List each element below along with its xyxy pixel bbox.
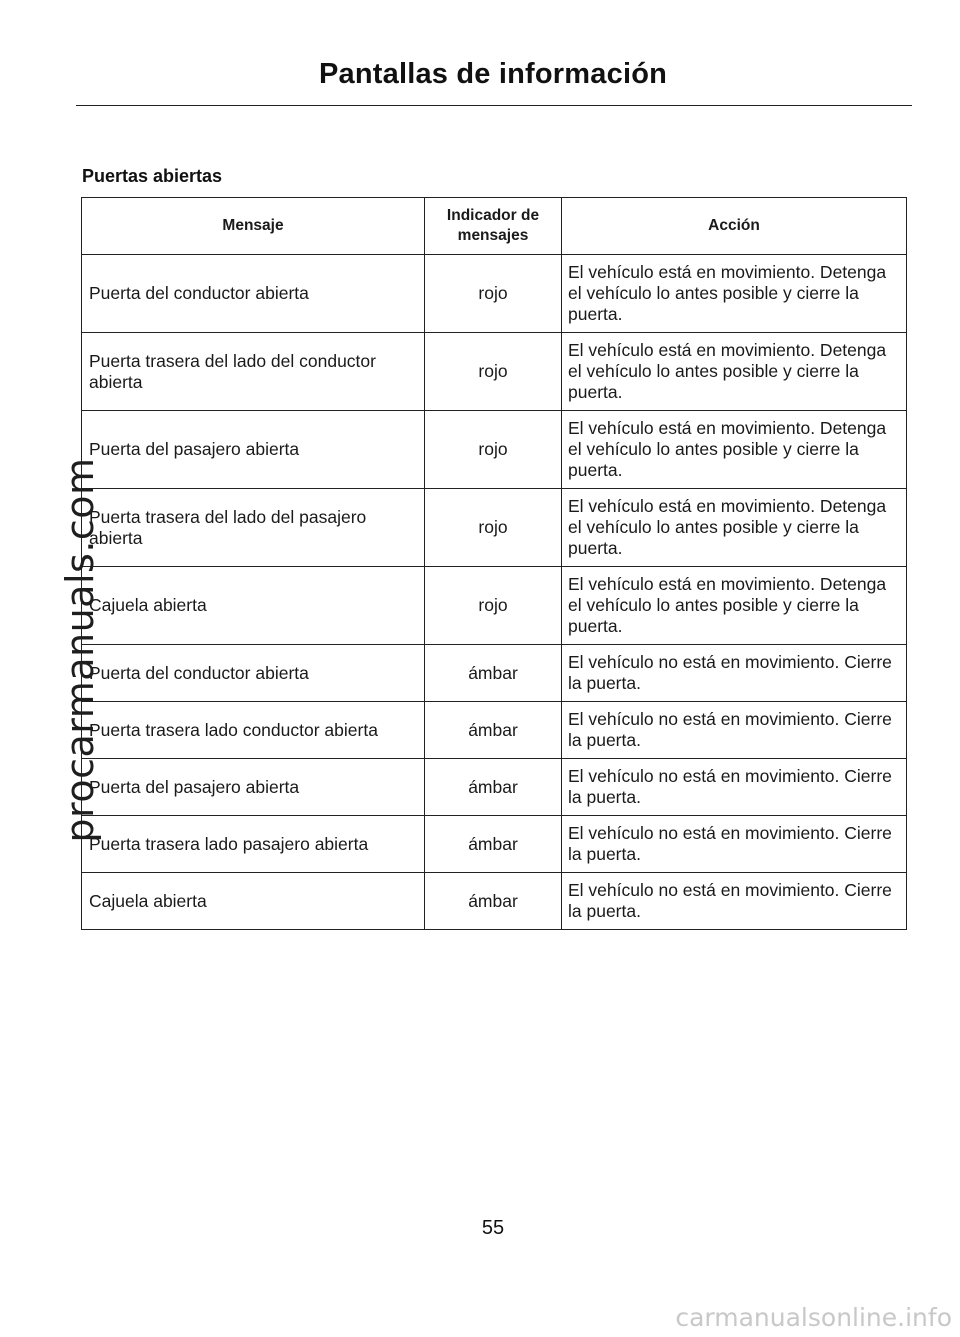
action-cell: El vehículo está en movimiento. Detenga el vehículo lo antes posible y cierre la puerta. (562, 411, 907, 489)
action-cell: El vehículo no está en movimiento. Cierre la puerta. (562, 702, 907, 759)
table-row (82, 702, 907, 759)
indicator-cell: ámbar (425, 702, 562, 759)
table-row (82, 645, 907, 702)
table-row (82, 759, 907, 816)
door-messages-table (81, 197, 907, 930)
table-row (82, 489, 907, 567)
action-cell: El vehículo no está en movimiento. Cierre la puerta. (562, 759, 907, 816)
indicator-cell: rojo (425, 567, 562, 645)
message-cell: Puerta trasera del lado del conductor abierta (82, 333, 425, 411)
action-cell: El vehículo está en movimiento. Detenga el vehículo lo antes posible y cierre la puerta. (562, 567, 907, 645)
table-row (82, 816, 907, 873)
table-row (82, 411, 907, 489)
indicator-cell: rojo (425, 255, 562, 333)
column-header-mensaje: Mensaje (82, 198, 425, 255)
message-cell: Cajuela abierta (82, 873, 425, 930)
message-cell: Puerta trasera del lado del pasajero abierta (82, 489, 425, 567)
message-cell: Puerta del conductor abierta (82, 645, 425, 702)
indicator-cell: ámbar (425, 759, 562, 816)
indicator-cell: ámbar (425, 816, 562, 873)
indicator-cell: rojo (425, 333, 562, 411)
action-cell: El vehículo está en movimiento. Detenga el vehículo lo antes posible y cierre la puerta. (562, 255, 907, 333)
title-divider (76, 105, 912, 106)
table-row (82, 567, 907, 645)
indicator-cell: ámbar (425, 873, 562, 930)
indicator-cell: ámbar (425, 645, 562, 702)
table-row (82, 873, 907, 930)
action-cell: El vehículo está en movimiento. Detenga el vehículo lo antes posible y cierre la puerta. (562, 489, 907, 567)
section-heading: Puertas abiertas (82, 166, 223, 186)
message-cell: Puerta del conductor abierta (82, 255, 425, 333)
side-watermark-text: procarmanuals.com (58, 457, 102, 843)
footer-watermark: carmanualsonline.info (675, 1303, 952, 1332)
action-cell: El vehículo no está en movimiento. Cierre la puerta. (562, 645, 907, 702)
column-header-accion: Acción (562, 198, 907, 255)
action-cell: El vehículo no está en movimiento. Cierre la puerta. (562, 816, 907, 873)
action-cell: El vehículo no está en movimiento. Cierre la puerta. (562, 873, 907, 930)
message-cell: Puerta trasera lado conductor abierta (82, 702, 425, 759)
column-header-indicador: Indicador de mensajes (425, 198, 562, 255)
table-row (82, 333, 907, 411)
indicator-cell: rojo (425, 489, 562, 567)
table-row (82, 255, 907, 333)
message-cell: Cajuela abierta (82, 567, 425, 645)
page-number: 55 (481, 1217, 505, 1239)
side-watermark (50, 457, 110, 843)
message-cell: Puerta del pasajero abierta (82, 411, 425, 489)
indicator-cell: rojo (425, 411, 562, 489)
action-cell: El vehículo está en movimiento. Detenga el vehículo lo antes posible y cierre la puerta. (562, 333, 907, 411)
message-cell: Puerta trasera lado pasajero abierta (82, 816, 425, 873)
page-title: Pantallas de información (318, 58, 668, 90)
table-header-row (82, 198, 907, 255)
message-cell: Puerta del pasajero abierta (82, 759, 425, 816)
